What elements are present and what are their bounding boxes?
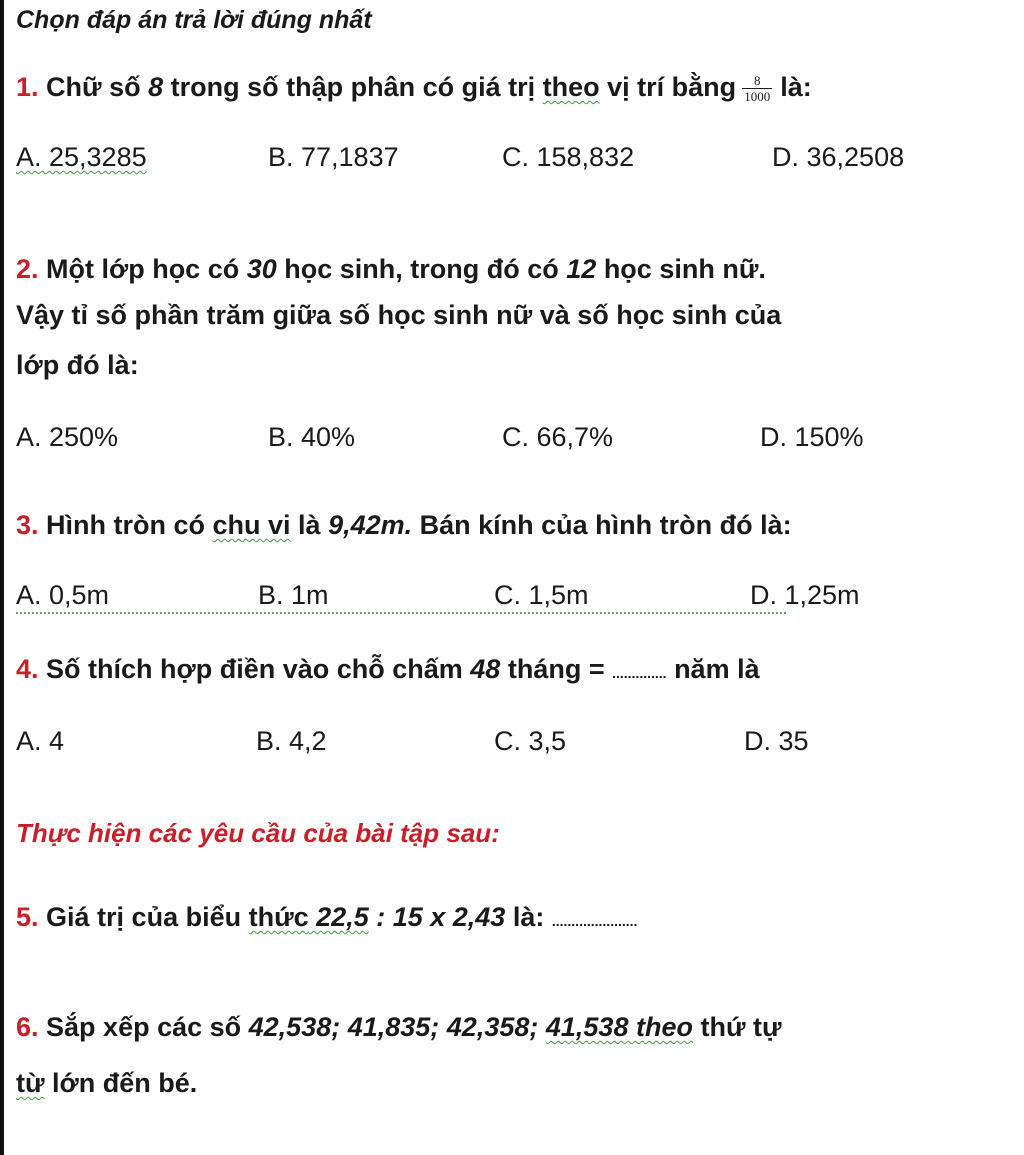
question-5-text-b: là: (505, 902, 552, 932)
question-2-line-1 (16, 254, 766, 285)
fraction-numerator: 8 (742, 73, 772, 89)
q2-option-c[interactable]: C. 66,7% (502, 422, 614, 452)
question-4-text-c: năm là (666, 654, 760, 684)
question-4 (16, 654, 760, 685)
question-6-numbers: 42,538; 41,835; 42,358; (248, 1012, 546, 1042)
question-5-expr-b: : 15 x 2,43 (368, 902, 506, 932)
question-4-text-a: Số thích hợp điền vào chỗ chấm (38, 654, 471, 684)
question-1-digit: 8 (148, 72, 164, 102)
question-3-number: 3. (16, 510, 39, 540)
question-6-line-1 (16, 1012, 782, 1043)
question-6-text-b: thứ tự (692, 1012, 782, 1042)
question-6-last-number: 41,538 theo (545, 1012, 693, 1042)
fraction-denominator: 1000 (744, 89, 771, 105)
question-1-fraction (742, 73, 772, 104)
question-5-blank[interactable]: ...................... (551, 913, 638, 929)
q1-option-c[interactable]: C. 158,832 (502, 142, 635, 172)
question-4-number: 4. (16, 654, 39, 684)
question-2-number: 2. (16, 254, 39, 284)
question-3-chu-vi: chu vi (212, 510, 291, 540)
question-1-number: 1. (16, 72, 39, 102)
question-4-value: 48 (470, 654, 501, 684)
question-3-value: 9,42m. (328, 510, 413, 540)
q3-option-a[interactable]: A. 0,5m (16, 580, 110, 610)
question-6-line-2 (16, 1068, 197, 1099)
question-1-theo: theo (542, 72, 600, 102)
question-3-text-a: Hình tròn có (38, 510, 213, 540)
question-5 (16, 902, 637, 933)
question-6-line-2-text: lớn đến bé. (44, 1068, 198, 1098)
question-5-number: 5. (16, 902, 39, 932)
q4-option-a[interactable]: A. 4 (16, 726, 65, 756)
question-2-text-b: học sinh, trong đó có (276, 254, 567, 284)
q3-option-b[interactable]: B. 1m (258, 580, 329, 610)
question-6-number: 6. (16, 1012, 39, 1042)
section-2-heading: Thực hiện các yêu cầu của bài tập sau: (16, 818, 500, 848)
question-2-line-2: Vậy tỉ số phần trăm giữa số học sinh nữ và số học sinh của (16, 300, 782, 330)
q3-options-underline (16, 612, 786, 615)
question-6-text-a: Sắp xếp các số (38, 1012, 249, 1042)
question-5-thuc: thức (248, 902, 309, 932)
question-2-n30: 30 (246, 254, 277, 284)
page-left-border (0, 0, 4, 1155)
q4-option-b[interactable]: B. 4,2 (256, 726, 327, 756)
q2-option-d[interactable]: D. 150% (760, 422, 864, 452)
q3-option-c[interactable]: C. 1,5m (494, 580, 589, 610)
question-3 (16, 510, 792, 541)
q2-option-a[interactable]: A. 250% (16, 422, 119, 452)
question-5-text-a: Giá trị của biểu (38, 902, 249, 932)
question-3-text-c: Bán kính của hình tròn đó là: (412, 510, 792, 540)
question-2-n12: 12 (566, 254, 597, 284)
q2-option-b[interactable]: B. 40% (268, 422, 356, 452)
question-6-tu: từ (16, 1068, 45, 1098)
q3-option-d[interactable]: D. 1,25m (750, 580, 860, 610)
question-1-text-a: Chữ số (46, 72, 149, 102)
q1-option-b[interactable]: B. 77,1837 (268, 142, 399, 172)
q1-option-a[interactable]: A. 25,3285 (16, 142, 147, 172)
page-heading: Chọn đáp án trả lời đúng nhất (16, 6, 372, 34)
question-1-text-c: vị trí bằng (599, 72, 737, 102)
question-3-text-b: là (290, 510, 329, 540)
q1-option-d[interactable]: D. 36,2508 (772, 142, 905, 172)
question-5-expr-a: 22,5 (308, 902, 369, 932)
question-2-line-3: lớp đó là: (16, 350, 139, 380)
question-1-text-b: trong số thập phân có giá trị (163, 72, 543, 102)
question-4-text-b: tháng = (500, 654, 613, 684)
question-2-text-a: Một lớp học có (38, 254, 247, 284)
q4-option-c[interactable]: C. 3,5 (494, 726, 567, 756)
question-4-blank[interactable]: .............. (612, 665, 667, 681)
question-1 (16, 72, 812, 104)
question-2-text-c: học sinh nữ. (596, 254, 766, 284)
question-1-text-d: là: (780, 72, 812, 102)
q4-option-d[interactable]: D. 35 (744, 726, 809, 756)
